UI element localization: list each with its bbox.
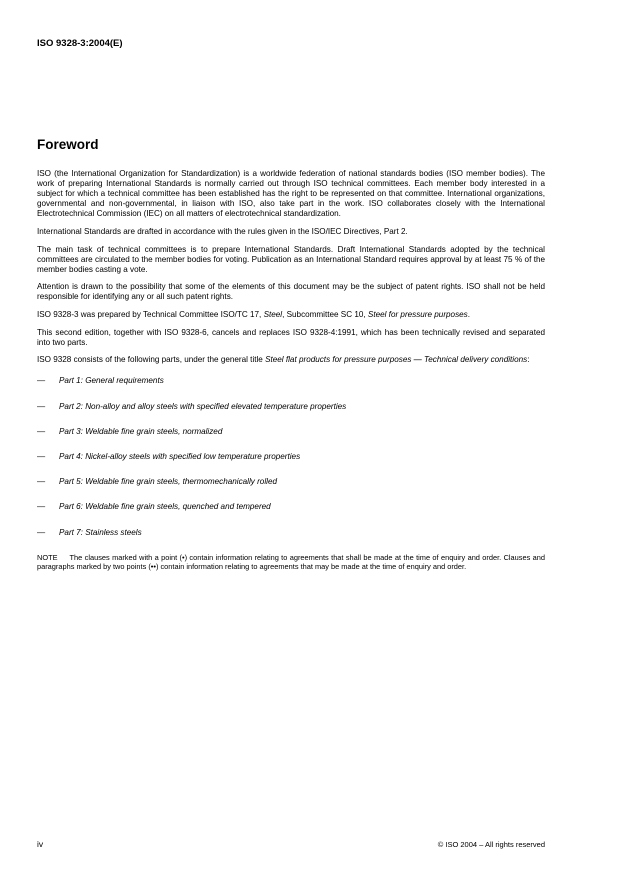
- dash-bullet: —: [37, 451, 46, 461]
- dash-bullet: —: [37, 426, 46, 436]
- paragraph-patent: Attention is drawn to the possibility that some of the elements of this document may be the subject of patent rights. ISO shall not be held responsible for identifying any or all such patent rights.: [37, 282, 545, 302]
- note: [37, 553, 545, 572]
- dash-bullet: —: [37, 527, 46, 537]
- paragraph-edition: This second edition, together with ISO 9328-6, cancels and replaces ISO 9328-4:1991, which has been technically revised and separated into two parts.: [37, 327, 545, 347]
- paragraph-parts-intro: [37, 355, 545, 365]
- dash-bullet: —: [37, 477, 46, 487]
- dash-bullet: —: [37, 502, 46, 512]
- list-item: [37, 452, 545, 477]
- note-text: The clauses marked with a point (•) contain information relating to agreements that shall be made at the time of enquiry and order. Clauses and paragraphs marked by two points (••) contain information relating to agreements that may be made at the time of enquiry and order.: [37, 552, 545, 572]
- document-id: ISO 9328-3:2004(E): [37, 38, 123, 49]
- text-segment: :: [527, 355, 530, 365]
- list-item: [37, 528, 545, 553]
- page-title: Foreword: [37, 137, 99, 152]
- foreword-body: [37, 169, 545, 579]
- dash-bullet: —: [37, 376, 46, 386]
- paragraph-prepared-by: [37, 310, 545, 320]
- text-segment: .: [467, 310, 470, 320]
- committee-steel: Steel: [263, 310, 283, 320]
- text-segment: ISO 9328 consists of the following parts, under the general title: [37, 355, 266, 365]
- part-title: Part 6: Weldable fine grain steels, quenched and tempered: [59, 502, 271, 512]
- part-title: Part 3: Weldable fine grain steels, normalized: [59, 426, 223, 436]
- list-item: [37, 477, 545, 502]
- part-title: Part 5: Weldable fine grain steels, thermomechanically rolled: [59, 477, 277, 487]
- text-segment: ISO 9328-3 was prepared by Technical Committee ISO/TC 17,: [37, 310, 264, 320]
- part-title: Part 2: Non-alloy and alloy steels with specified elevated temperature properties: [59, 401, 347, 411]
- dash-bullet: —: [37, 401, 46, 411]
- part-title: Part 7: Stainless steels: [59, 527, 142, 537]
- note-label: NOTE: [37, 552, 58, 562]
- list-item: [37, 502, 545, 527]
- paragraph-iso-intro: ISO (the International Organization for Standardization) is a worldwide federation of national standards bodies (ISO member bodies). The work of preparing International Standards is normally carried out through ISO technical committees. Each member body interested in a subject for which a technical committee has been established has the right to be represented on that committee. International organizations, governmental and non-governmental, in liaison with ISO, also take part in the work. ISO collaborates closely with the International Electrotechnical Commission (IEC) on all matters of electrotechnical standardization.: [37, 169, 545, 219]
- paragraph-directives: International Standards are drafted in accordance with the rules given in the ISO/IEC Directives, Part 2.: [37, 226, 408, 236]
- page-number: iv: [37, 839, 44, 849]
- parts-list: [37, 376, 545, 552]
- paragraph-main-task: The main task of technical committees is to prepare International Standards. Draft International Standards adopted by the technical committees are circulated to the member bodies for voting. Publication as an International Standard requires approval by at least 75 % of the member bodies casting a vote.: [37, 244, 545, 274]
- list-item: [37, 402, 545, 427]
- general-title: Steel flat products for pressure purposes — Technical delivery conditions: [265, 355, 528, 365]
- part-title: Part 1: General requirements: [59, 376, 164, 386]
- text-segment: , Subcommittee SC 10,: [282, 310, 368, 320]
- subcommittee-name: Steel for pressure purposes: [367, 310, 468, 320]
- list-item: [37, 427, 545, 452]
- part-title: Part 4: Nickel-alloy steels with specified low temperature properties: [59, 451, 301, 461]
- list-item: [37, 376, 545, 401]
- copyright: © ISO 2004 – All rights reserved: [437, 840, 545, 849]
